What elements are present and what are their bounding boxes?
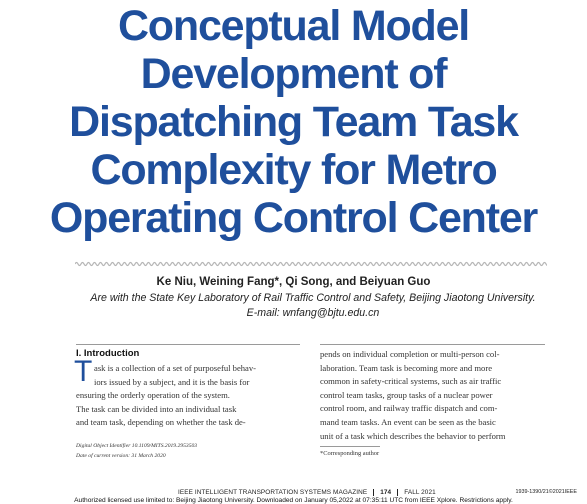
text-line: and team task, depending on whether the task de- <box>76 417 246 428</box>
title-line: Dispatching Team Task <box>69 98 518 146</box>
date-line: Date of current version: 31 March 2020 <box>76 453 166 459</box>
author-affiliation: Are with the State Key Laboratory of Rail Traffic Control and Safety, Beijing Jiaotong University. <box>90 292 536 304</box>
text-line: laboration. Team task is becoming more and more <box>320 362 493 373</box>
text-line: pends on individual completion or multi-person col- <box>320 349 500 359</box>
footer-separator <box>397 489 398 496</box>
page-number: 174 <box>380 489 392 497</box>
section-heading: I. Introduction <box>76 348 140 359</box>
right-column-rule <box>320 344 545 345</box>
left-column-text <box>76 362 256 430</box>
doi-block <box>76 441 197 461</box>
text-line: common in safety-critical systems, such as air traffic <box>320 376 502 387</box>
issue-label: FALL 2021 <box>404 489 436 497</box>
footer-running-head <box>178 489 436 496</box>
author-list: Ke Niu, Weining Fang*, Qi Song, and Beiyuan Guo <box>156 276 431 288</box>
drop-cap: T <box>74 355 93 388</box>
wavy-divider <box>75 259 547 269</box>
text-line: control room, and railway traffic dispatch and com- <box>320 403 498 414</box>
title-line: Complexity for Metro <box>90 146 497 194</box>
right-column-text <box>320 348 505 443</box>
left-column-rule <box>76 344 300 345</box>
author-email: E-mail: wnfang@bjtu.edu.cn <box>246 307 380 319</box>
text-line: mand team tasks. An event can be seen as the basic <box>320 416 496 427</box>
title-line: Operating Control Center <box>49 194 538 242</box>
corresponding-author-footnote: *Corresponding author <box>320 450 380 457</box>
magazine-name: IEEE INTELLIGENT TRANSPORTATION SYSTEMS MAGAZINE <box>178 489 368 497</box>
footer-separator <box>373 489 374 496</box>
text-line: control team tasks, group tasks of a nuclear power <box>320 389 493 400</box>
title-line: Conceptual Model <box>117 2 470 50</box>
issn-code: 1939-1390/21©2021IEEE <box>515 489 577 495</box>
text-line: ask is a collection of a set of purposeful behav- <box>94 363 257 373</box>
doi-line: Digital Object Identifier 10.1109/MITS.2019.2953503 <box>76 443 198 449</box>
text-line: ensuring the orderly operation of the system. <box>76 390 230 401</box>
text-line: The task can be divided into an individual task <box>76 403 237 414</box>
footnote-rule <box>320 446 380 447</box>
text-line: unit of a task which describes the behavior to perform <box>320 430 506 441</box>
text-line: iors issued by a subject, and it is the basis for <box>94 376 250 387</box>
article-title <box>0 2 587 242</box>
license-notice: Authorized licensed use limited to: Beijing Jiaotong University. Downloaded on January 05,2022 at 07:35:11 UTC from IEEE Xplore. Restrictions apply. <box>74 497 513 504</box>
title-line: Development of <box>140 50 447 98</box>
